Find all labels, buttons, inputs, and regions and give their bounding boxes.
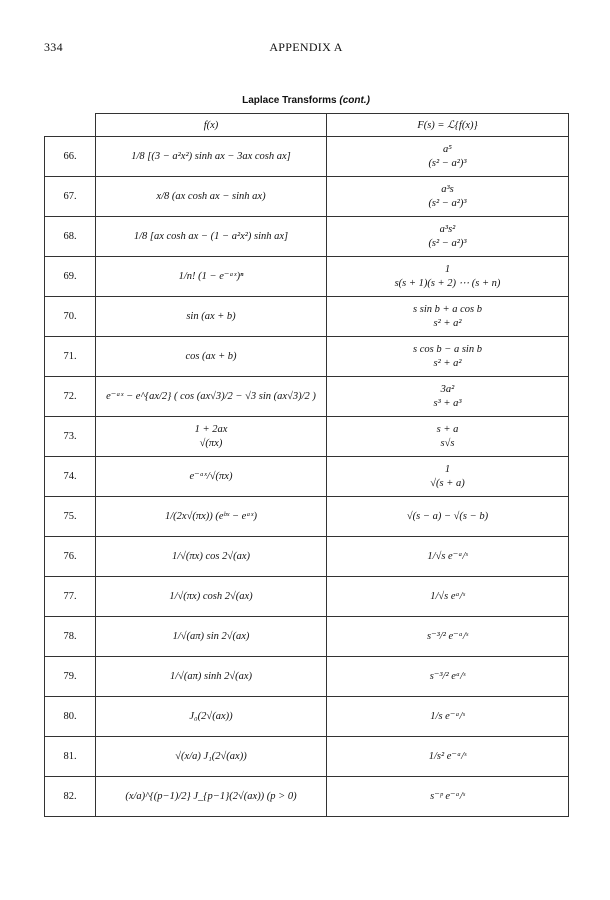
Fs-formula: s cos b − a sin b s² + a²: [327, 337, 569, 377]
Fs-formula: 1/√s eᵃ/ˢ: [327, 577, 569, 617]
entry-number: 68.: [45, 217, 96, 257]
table-row: [45, 297, 569, 337]
Fs-formula: 1/s e⁻ᵃ/ˢ: [327, 697, 569, 737]
table-row: [45, 737, 569, 777]
fx-formula: 1/√(πx) cosh 2√(ax): [96, 577, 327, 617]
Fs-formula: a³s² (s² − a²)³: [327, 217, 569, 257]
entry-number: 77.: [45, 577, 96, 617]
fx-formula: 1/8 [(3 − a²x²) sinh ax − 3ax cosh ax]: [96, 137, 327, 177]
Fs-formula: 3a² s³ + a³: [327, 377, 569, 417]
Fs-formula: 1/√s e⁻ᵃ/ˢ: [327, 537, 569, 577]
entry-number: 79.: [45, 657, 96, 697]
Fs-formula: √(s − a) − √(s − b): [327, 497, 569, 537]
table-row: [45, 617, 569, 657]
entry-number: 72.: [45, 377, 96, 417]
table-row: [45, 457, 569, 497]
entry-number: 70.: [45, 297, 96, 337]
table-row: [45, 417, 569, 457]
table-caption: [44, 95, 568, 106]
table-row: [45, 217, 569, 257]
fx-formula: 1/n! (1 − e⁻ᵃˣ)ⁿ: [96, 257, 327, 297]
fx-formula: 1/√(aπ) sin 2√(ax): [96, 617, 327, 657]
entry-number: 73.: [45, 417, 96, 457]
table-row: [45, 257, 569, 297]
caption-cont: (cont.): [339, 95, 370, 106]
Fs-formula: 1/s² e⁻ᵃ/ˢ: [327, 737, 569, 777]
fx-formula: 1/8 [ax cosh ax − (1 − a²x²) sinh ax]: [96, 217, 327, 257]
table-row: [45, 697, 569, 737]
Fs-formula: s sin b + a cos b s² + a²: [327, 297, 569, 337]
fx-formula: J₀(2√(ax)): [96, 697, 327, 737]
page-number: 334: [44, 40, 63, 54]
entry-number: 81.: [45, 737, 96, 777]
laplace-transforms-table: [44, 113, 569, 817]
table-row: [45, 497, 569, 537]
caption-main: Laplace Transforms: [242, 95, 340, 106]
entry-number: 69.: [45, 257, 96, 297]
Fs-formula: s⁻³/² e⁻ᵃ/ˢ: [327, 617, 569, 657]
fx-formula: 1 + 2ax √(πx): [96, 417, 327, 457]
table-row: [45, 657, 569, 697]
table-row: [45, 337, 569, 377]
Fs-formula: a³s (s² − a²)³: [327, 177, 569, 217]
Fs-formula: 1 √(s + a): [327, 457, 569, 497]
fx-formula: sin (ax + b): [96, 297, 327, 337]
table-body: [45, 137, 569, 817]
Fs-formula: s⁻ᵖ e⁻ᵃ/ˢ: [327, 777, 569, 817]
table-row: [45, 777, 569, 817]
fx-formula: 1/√(aπ) sinh 2√(ax): [96, 657, 327, 697]
Fs-formula: s⁻³/² eᵃ/ˢ: [327, 657, 569, 697]
fx-formula: √(x/a) J₁(2√(ax)): [96, 737, 327, 777]
entry-number: 74.: [45, 457, 96, 497]
column-header-fx: f(x): [96, 114, 327, 137]
entry-number: 78.: [45, 617, 96, 657]
entry-number: 80.: [45, 697, 96, 737]
fx-formula: e⁻ᵃˣ/√(πx): [96, 457, 327, 497]
Fs-formula: s + a s√s: [327, 417, 569, 457]
table-row: [45, 537, 569, 577]
entry-number: 75.: [45, 497, 96, 537]
entry-number: 67.: [45, 177, 96, 217]
table-header-row: [45, 114, 569, 137]
Fs-formula: 1 s(s + 1)(s + 2) ⋯ (s + n): [327, 257, 569, 297]
entry-number: 71.: [45, 337, 96, 377]
running-head: [44, 40, 568, 58]
fx-formula: e⁻ᵃˣ − e^{ax/2} ( cos (ax√3)/2 − √3 sin (ax√3)/2 ): [96, 377, 327, 417]
Fs-formula: a⁵ (s² − a²)³: [327, 137, 569, 177]
header-blank-cell: [45, 114, 96, 137]
fx-formula: 1/(2x√(πx)) (eᵇˣ − eᵃˣ): [96, 497, 327, 537]
table-row: [45, 577, 569, 617]
table-row: [45, 137, 569, 177]
entry-number: 76.: [45, 537, 96, 577]
table-row: [45, 177, 569, 217]
fx-formula: (x/a)^{(p−1)/2} J_{p−1}(2√(ax)) (p > 0): [96, 777, 327, 817]
fx-formula: x/8 (ax cosh ax − sinh ax): [96, 177, 327, 217]
column-header-Fs: F(s) = ℒ{f(x)}: [327, 114, 569, 137]
fx-formula: 1/√(πx) cos 2√(ax): [96, 537, 327, 577]
fx-formula: cos (ax + b): [96, 337, 327, 377]
table-row: [45, 377, 569, 417]
entry-number: 66.: [45, 137, 96, 177]
entry-number: 82.: [45, 777, 96, 817]
running-title: APPENDIX A: [269, 40, 343, 54]
